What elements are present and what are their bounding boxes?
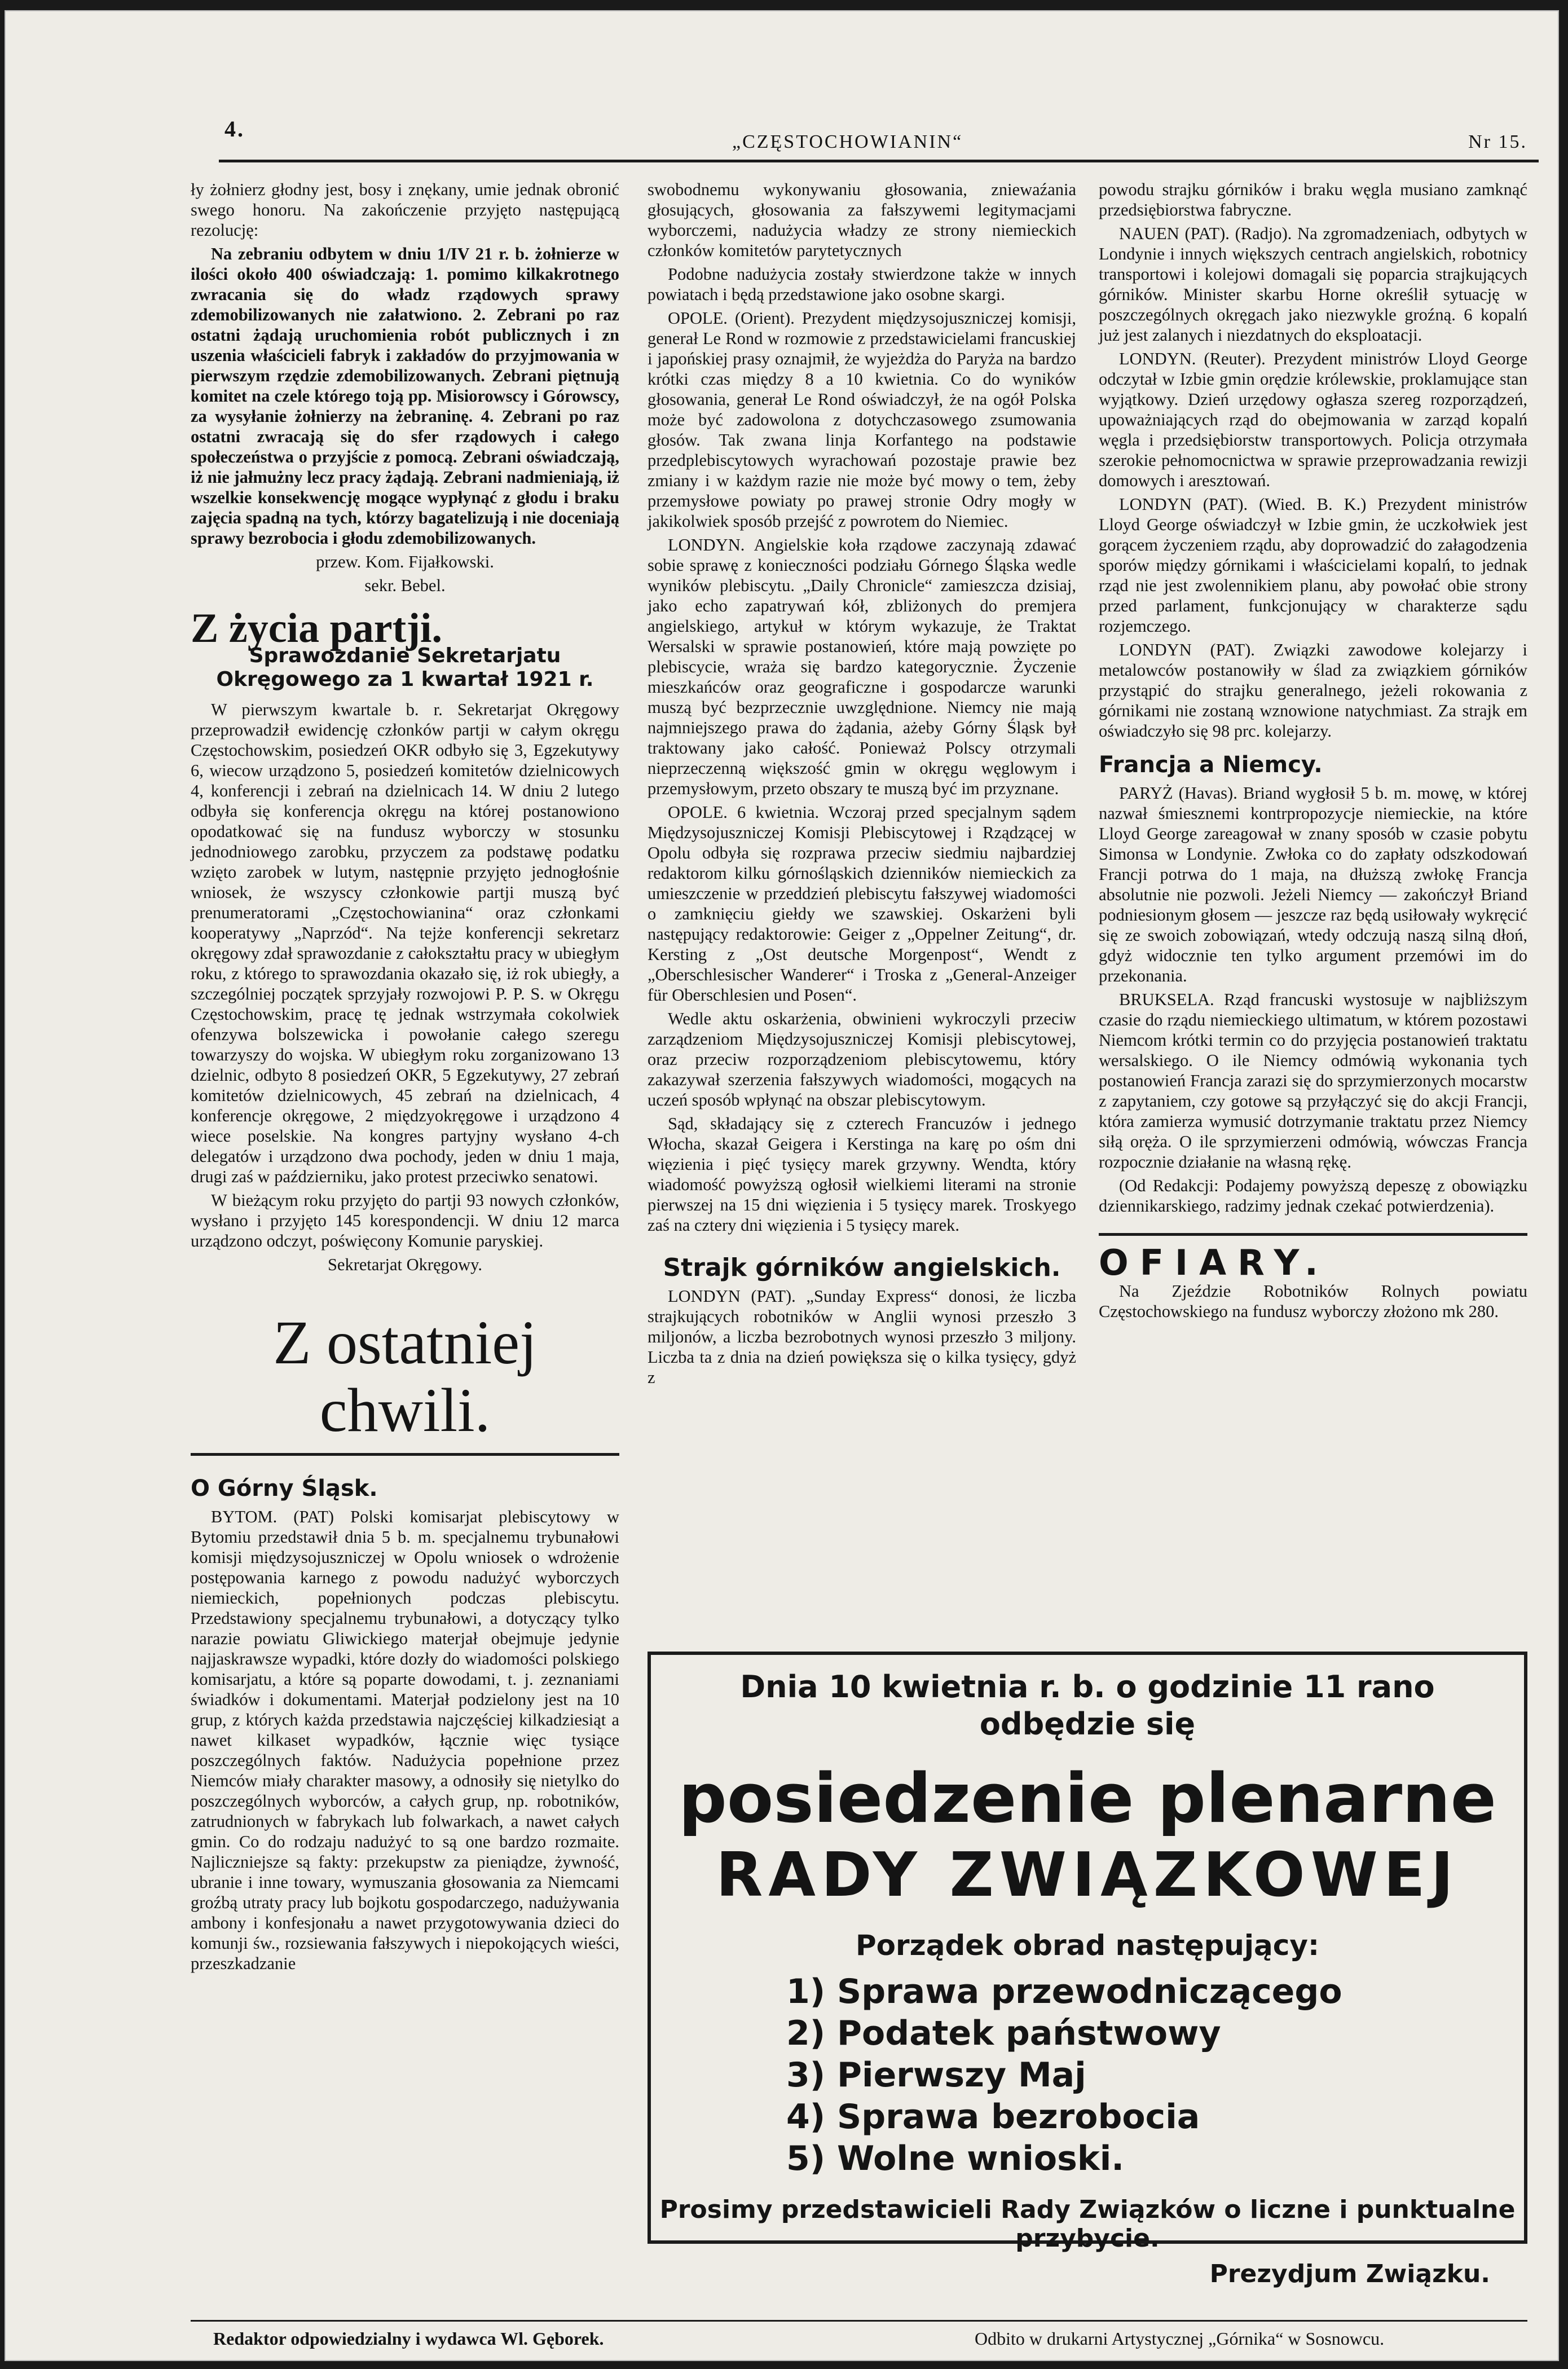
signature: przew. Kom. Fijałkowski. (316, 552, 494, 571)
footer-divider (191, 2320, 1527, 2322)
agenda-item: 5) Wolne wnioski. (786, 2139, 1125, 2178)
agenda-heading: Porządek obrad następujący: (856, 1929, 1319, 1962)
signature: sekr. Bebel. (364, 576, 446, 595)
article-text: PARYŻ (Havas). Briand wygłosił 5 b. m. mowę, w której nazwał śmiesznemi kontrpropozycje niemieckie, na które Lloyd George zareagował w znany sposób w czasie pobytu Simonsa w Londynie. Zwłoka co do zapłaty odszkodowań Francji potrwa do 1 maja, na dłuższą zwłokę Francja absolutnie nie pozwoli. Jeżeli Niemcy — zakończył Briand podniesionym głosem — jeszcze raz będą usiłowały wykręcić się ze swoich zobowiązań, wtedy odczują naszą silną dłoń, gdyż widocznie ten tylko argument przemówi im do przekonania. (1099, 783, 1527, 985)
article-text: W pierwszym kwartale b. r. Sekretarjat Okręgowy przeprowadził ewidencję członków partji w całym okręgu Częstochowskim, posiedzeń OKR odbyło się 3, Egzekutywy 6, wiecow urządzono 5, posiedzeń komitetów dzielnicowych 4, konferencji i zebrań na dzielnicach 14. W dniu 2 lutego odbyła się konferencja okręgu na której postanowiono opodatkować się na fundusz wyborczy w stosunku jednodniowego zarobku, przyczem za podstawę podatku wzięto zarobek w lutym, następnie przyjęto jednogłośnie wniosek, że wszyscy członkowie partji muszą być prenumeratorami „Częstochowianina“ oraz członkami kooperatywy „Naprzód“. Na tejże konferencji sekretarz okręgowy zdał sprawozdanie z całokształtu pracy w ubiegłym roku, z którego to sprawozdania okazało się, iż rok ubiegły, a szczególniej początek sprzyjały rozwojowi P. P. S. w Okręgu Częstochowskim, pracę tę jednak wstrzymała cokolwiek ofenzywa bolszewicka i powołanie całego szeregu towarzyszy do wojska. W ubiegłym roku zorganizowano 13 dzielnic, odbyto 8 posiedzeń OKR, 5 Egzekutywy, 27 zebrań komitetów dzielnicowych, 45 zebrań na dzielnicach, 4 konferencje okręgowe, 2 międzyokręgowe i urządzono 4 wiece poselskie. Na kongres partyjny wysłano 4-ch delegatów i urządzono dwa pochody, jeden w dniu 1 maja, drugi zaś w październiku, jako protest przeciwko senatowi. (191, 700, 619, 1186)
announcement-signature: Prezydjum Związku. (1209, 2260, 1490, 2288)
article-text: swobodnemu wykonywaniu głosowania, zniewaźania głosujących, głosowania za fałszywemi legitymacjami wyborczemi, nadużycia władzy ze strony niemieckich członków komitetów parytetycznych (648, 180, 1076, 260)
article-text: (Od Redakcji: Podajemy powyższą depeszę z obowiązku dziennikarskiego, radzimy jednak czekać potwierdzenia). (1099, 1176, 1527, 1216)
agenda-list (786, 1971, 1524, 2179)
agenda-item: 2) Podatek państwowy (786, 2014, 1221, 2053)
footer-editor: Redaktor odpowiedzialny i wydawca Wl. Gęborek. (213, 2328, 604, 2349)
announcement-title: posiedzenie plenarne (679, 1760, 1496, 1838)
article-text: LONDYN (PAT). Związki zawodowe kolejarzy i metalowców postanowiły w ślad za związkiem górników przystąpić do strajku generalnego, jeżeli rokowania z górnikami nie zostaną wznowione natychmiast. Za strajk em oświadczyło się 98 prc. kolejarzy. (1099, 640, 1527, 741)
footer-printer: Odbito w drukarni Artystycznej „Górnika“ w Sosnowcu. (975, 2328, 1385, 2349)
signature: Sekretarjat Okręgowy. (327, 1255, 483, 1274)
article-text: LONDYN (PAT). „Sunday Express“ donosi, że liczba strajkujących robotników w Anglii wynosi przeszło 3 miljonów, a liczba bezrobotnych wynosi przeszło 3 miljony. Liczba ta z dnia na dzień powiększa się o kilka tysięcy, gdyż z (648, 1287, 1076, 1387)
page-number: 4. (224, 116, 245, 142)
column-3 (1099, 179, 1527, 1325)
column-1 (191, 179, 619, 1977)
section-heading: Z ostatniej chwili. (191, 1309, 619, 1456)
newspaper-title: „CZĘSTOCHOWIANIN“ (732, 131, 963, 152)
article-text: W bieżącym roku przyjęto do partji 93 nowych członków, wysłano i przyjęto 145 korespondencji. W dniu 12 marca urządzono odczyt, poświęcony Komunie paryskiej. (191, 1191, 619, 1250)
article-heading: O Górny Śląsk. (191, 1476, 378, 1501)
article-text: Sąd, składający się z czterech Francuzów i jednego Włocha, skazał Geigera i Kerstinga na karę po ośm dni więzienia i pięć tysięcy marek grzywny. Wendta, który wiadomość powyższą ogłosił wielkiemi literami na stronie pierwszej na 15 dni więzienia i 5 tysięcy marek. Troskyego zaś na cztery dni więzienia i 5 tysięcy marek. (648, 1114, 1076, 1235)
article-text: LONDYN. (Reuter). Prezydent ministrów Lloyd George odczytał w Izbie gmin orędzie królewskie, proklamujące stan wyjątkowy. Dzień urzędowy ogłasza szereg rozporządzeń, upoważniających rząd do obejmowania w zarząd kopalń węgla i przedsiębiorstw transportowych. Policja otrzymała szerokie pełnomocnictwa w sprawie przeprowadzania rewizji domowych i aresztowań. (1099, 349, 1527, 490)
announcement-title: RADY ZWIĄZKOWEJ (716, 1840, 1459, 1910)
article-text: Wedle aktu oskarżenia, obwinieni wykroczyli przeciw zarządzeniom Międzysojuszniczej Komisji plebiscytowej, oraz przeciw rozporządzeniom plebiscytowemu, który zakazywał szerzenia fałszywych wiadomości, mogących na uczeń sposób wpłynąć na obszar plebiscytowym. (648, 1009, 1076, 1109)
section-heading: Z życia partji. (191, 605, 442, 651)
article-text: LONDYN (PAT). (Wied. B. K.) Prezydent ministrów Lloyd George oświadczył w Izbie gmin, że uczkołwiek jest gorącem życzeniem rządu, aby doprowadzić do załagodzenia sporów między górnikami i właścicielami kopalń, to jednak rząd nie jest zwolennikiem planu, aby powołać obie strony przed parlament, funkcjonujący w charakterze sądu rozjemczego. (1099, 495, 1527, 636)
issue-number: Nr 15. (1468, 131, 1527, 152)
article-text: OPOLE. 6 kwietnia. Wczoraj przed specjalnym sądem Międzysojuszniczej Komisji Plebiscytowej i Rządzącej w Opolu odbyła się rozprawa przeciw siedmiu najbardziej redaktorom kilku górnośląskich dzienników niemieckich za umieszczenie w przeddzień plebiscytu fałszywej wiadomości o zamknięciu giełdy we szawskiej. Oskarżeni byli następujący redaktorowie: Geiger z „Oppelner Zeitung“, dr. Kersting z „Ost deutsche Morgenpost“, Wendt z „Oberschlesischer Wanderer“ i Troska z „General-Anzeiger für Oberschlesien und Posen“. (648, 803, 1076, 1005)
article-heading: Strajk górników angielskich. (663, 1253, 1061, 1282)
article-text: powodu strajku górników i braku węgla musiano zamknąć przedsiębiorstwa fabryczne. (1099, 180, 1527, 219)
announcement-request: Prosimy przedstawicieli Rady Związków o liczne i punktualne przybycie. (659, 2195, 1516, 2253)
agenda-item: 1) Sprawa przewodniczącego (786, 1972, 1342, 2011)
newspaper-page (5, 10, 1559, 2361)
agenda-item: 3) Pierwszy Maj (786, 2055, 1086, 2095)
article-text: NAUEN (PAT). (Radjo). Na zgromadzeniach, odbytych w Londynie i innych większych centrach angielskich, robotnicy transportowi i kolejowi domagali się poparcia strajkujących górników. Minister skarbu Horne określił sytuację w poszczególnych okręgach jako niezwykle groźną. 6 kopalń już jest zalanych i niezdatnych do eksploatacji. (1099, 224, 1527, 345)
article-heading: Sprawozdanie Sekretarjatu Okręgowego za 1 kwartał 1921 r. (216, 644, 594, 691)
agenda-item: 4) Sprawa bezrobocia (786, 2097, 1200, 2137)
announcement-box (648, 1652, 1527, 2288)
article-text: Na Zjeździe Robotników Rolnych powiatu Częstochowskiego na fundusz wyborczy złożono mk 280. (1099, 1282, 1527, 1321)
announcement-date: Dnia 10 kwietnia r. b. o godzinie 11 rano (740, 1669, 1435, 1705)
article-text: ły żołnierz głodny jest, bosy i znękany, umie jednak obronić swego honoru. Na zakończenie przyjęto następującą rezolucję: (191, 180, 619, 240)
article-text: OPOLE. (Orient). Prezydent międzysojuszniczej komisji, generał Le Rond w rozmowie z przedstawicielami francuskiej i japońskiej prasy oznajmił, że wyjeżdża do Paryża na bardzo krótki czas między 8 a 10 kwietnia. Co do wyników głosowania, generał Le Rond oświadczył, że na ogół Polska może być zadowolona z dotychczasowego zsumowania głosów. Tak zwana linja Korfantego na podstawie przedplebiscytowych wyrachowań pozostaje prawie bez zmiany i w każdym razie nie może być mowy o tem, żeby przemysłowe powiaty po prawej stronie Odry mogły w jakikolwiek sposób przejść z powrotem do Niemiec. (648, 309, 1076, 531)
announcement-line: odbędzie się (979, 1706, 1196, 1742)
article-text: BRUKSELA. Rząd francuski wystosuje w najbliższym czasie do rządu niemieckiego ultimatum, w którem pozostawi Niemcom krótki termin co do przyjęcia postanowień traktatu wersalskiego. O ile Niemcy odmówią wykonania tych postanowień Francja zarazi się do sprzymierzonych mocarstw z zapytaniem, czy gotowe są przyłączyć się do akcji Francji, która zamierza wymusić dotrzymanie traktatu przez Niemcy siłą oręża. O ile sprzymierzeni odmówią, wówczas Francja rozpocznie działanie na własną rękę. (1099, 990, 1527, 1172)
article-heading: Francja a Niemcy. (1099, 752, 1323, 778)
article-text: BYTOM. (PAT) Polski komisarjat plebiscytowy w Bytomiu przedstawił dnia 5 b. m. specjalnemu trybunałowi komisji międzysojuszniczej w Opolu wniosek o wdrożenie postępowania karnego z powodu nadużyć wyborczych niemieckich, popełnionych podczas plebiscytu. Przedstawiony specjalnemu trybunałowi, a dotyczący tylko narazie powiatu Gliwickiego materjał obejmuje jedynie najjaskrawsze wypadki, które dozły do wiadomości polskiego komisarjatu, a które są poparte dowodami, t. j. zeznaniami świadków i dokumentami. Materjał podzielony jest na 10 grup, z których każda przedstawia najczęściej kilkadziesiąt a nawet kilkaset wypadków, łącznie więc tysiące poszczególnych faktów. Nadużycia popełnione przez Niemców miały charakter masowy, a odnosiły się nietylko do poszczególnych wyborców, a całych grup, np. robotników, zatrudnionych w fabrykach lub folwarkach, a nawet całych gmin. Co do rodzaju nadużyć to są one bardzo rozmaite. Najliczniejsze są fakty: przekupstw za pieniądze, żywność, ubranie i inne towary, wymuszania głosowania za Niemcami groźbą utraty pracy lub bojkotu gospodarczego, nadużywania ambony i konfesjonału a nawet przygotowywania dzieci do komunji św., rozsiewania fałszywych i niepokojących wieści, przeszkadzanie (191, 1507, 619, 1973)
article-heading: OFIARY. (1099, 1233, 1527, 1273)
resolution-text: Na zebraniu odbytem w dniu 1/IV 21 r. b. żołnierze w ilości około 400 oświadczają: 1. pomimo kilkakrotnego zwracania się do władz rządowych sprawy zdemobilizowanych nie załatwiono. 2. Zebrani po raz ostatni żądają uruchomienia robót publicznych i zn uszenia właścicieli fabryk i zakładów do przyjmowania w pierwszym rzędzie zdemobilizowanych. Zebrani piętnują komitet na czele którego toją pp. Misiorowscy i Górowscy, za wysyłanie żołnierzy na żebraninę. 4. Zebrani po raz ostatni zwracają się do sfer rządowych i całego społeczeństwa o przyjście z pomocą. Zebrani oświadczają, iż nie jałmużny lecz pracy żądają. Zebrani nadmieniają, iż wszelkie konsekwencję mogące wypłynąć z głodu i braku zajęcia spadną na tych, którzy bagatelizują i nie doceniają sprawy bezrobocia i głodu zdemobilizowanych. (191, 244, 619, 548)
running-header (219, 116, 1539, 162)
article-text: Podobne nadużycia zostały stwierdzone także w innych powiatach i będą przedstawione jako osobne skargi. (648, 265, 1076, 304)
article-text: LONDYN. Angielskie koła rządowe zaczynają zdawać sobie sprawę z konieczności podziału Górnego Śląska wedle wyników plebiscytu. „Daily Chronicle“ zamieszcza dzisiaj, jako echo zapatrywań kół, zbliżonych do premjera angielskiego, artykuł w którym wykazuje, że Traktat Wersalski w sprawie postanowień, które mają powzięte po plebiscycie, wraża się bardzo kategorycznie. Życzenie mieszkańców oraz geograficzne i gospodarcze warunki muszą być bezprzecznie uwzględnione. Niemcy nie mają najmniejszego prawa do żądania, ażeby Górny Śląsk był traktowany jako całość. Ponieważ Polscy otrzymali nieprzeczenną większość gmin w okręgu węglowym i przemysłowym, przeto obszary te muszą być im przyznane. (648, 535, 1076, 798)
column-2 (648, 179, 1076, 1391)
